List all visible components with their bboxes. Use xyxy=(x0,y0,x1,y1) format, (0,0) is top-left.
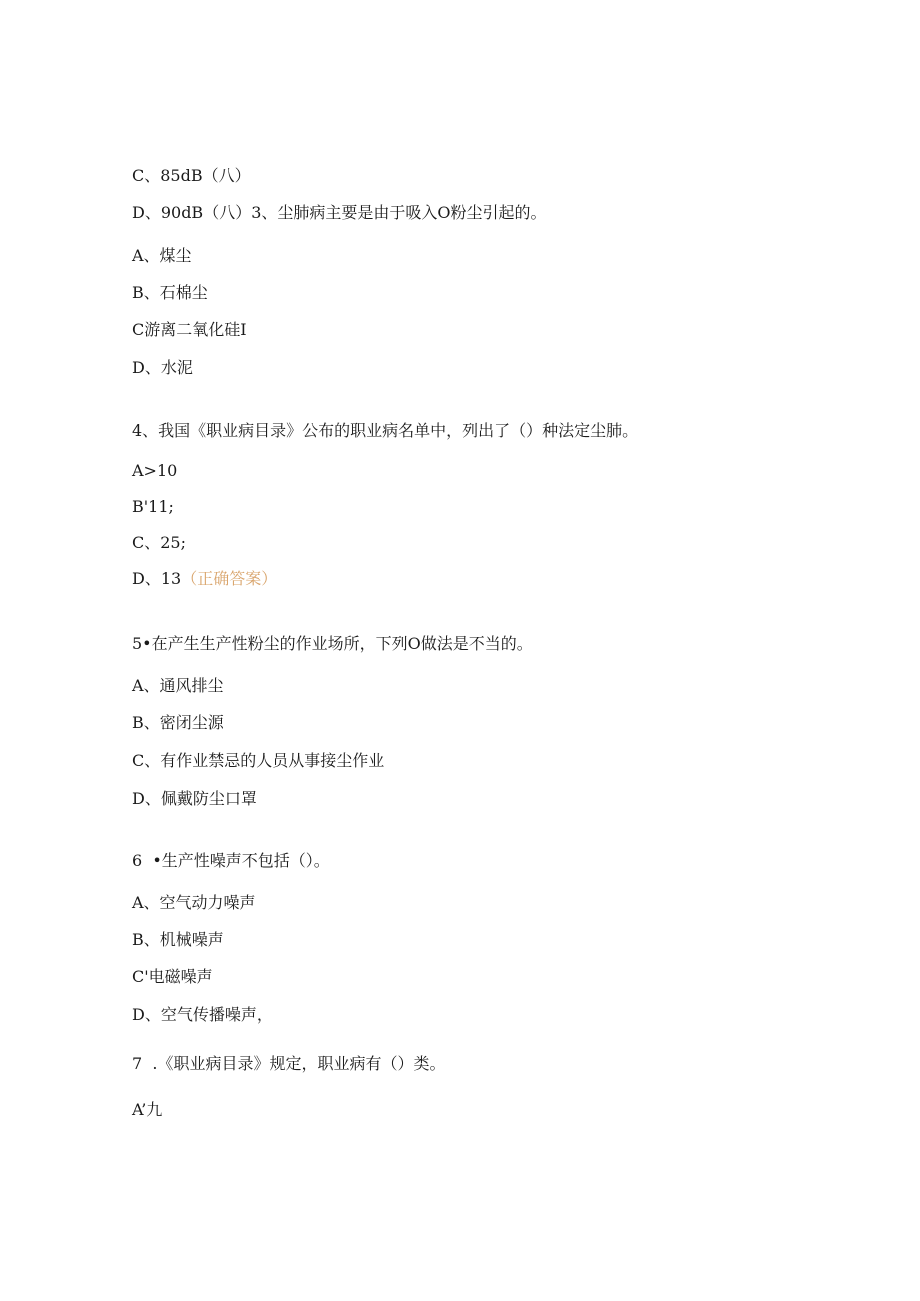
q3-option-d: D、水泥 xyxy=(132,358,193,377)
q4-option-c: C、25; xyxy=(132,533,186,552)
q7-option-a: A’九 xyxy=(132,1100,163,1119)
q3-option-c: C游离二氧化硅I xyxy=(132,320,247,339)
q5-stem: 5•在产生生产性粉尘的作业场所，下列O做法是不当的。 xyxy=(132,634,533,653)
q2-option-d-and-q3-stem: D、90dB（八）3、尘肺病主要是由于吸入O粉尘引起的。 xyxy=(132,203,547,222)
q5-option-c: C、有作业禁忌的人员从事接尘作业 xyxy=(132,751,385,770)
q6-option-c: C'电磁噪声 xyxy=(132,967,213,986)
q5-option-d: D、佩戴防尘口罩 xyxy=(132,789,257,808)
q7-stem: 7 .《职业病目录》规定，职业病有（）类。 xyxy=(132,1054,446,1073)
q4-option-d: D、13 xyxy=(132,569,182,588)
correct-answer-mark: （正确答案） xyxy=(181,569,278,588)
q6-option-d: D、空气传播噪声， xyxy=(132,1005,273,1024)
q4-stem: 4、我国《职业病目录》公布的职业病名单中，列出了（）种法定尘肺。 xyxy=(132,421,639,440)
q5-option-b: B、密闭尘源 xyxy=(132,713,224,732)
q2-option-c: C、85dB（八） xyxy=(132,166,251,185)
q6-stem: 6 •生产性噪声不包括（）。 xyxy=(132,851,330,870)
q4-option-a: A>10 xyxy=(132,461,178,480)
q4-option-d-row xyxy=(132,569,277,589)
q3-option-b: B、石棉尘 xyxy=(132,283,208,302)
q3-option-a: A、煤尘 xyxy=(132,246,192,265)
q6-option-b: B、机械噪声 xyxy=(132,930,224,949)
q5-option-a: A、通风排尘 xyxy=(132,676,224,695)
q6-option-a: A、空气动力噪声 xyxy=(132,893,256,912)
q4-option-b: B'11; xyxy=(132,497,174,516)
